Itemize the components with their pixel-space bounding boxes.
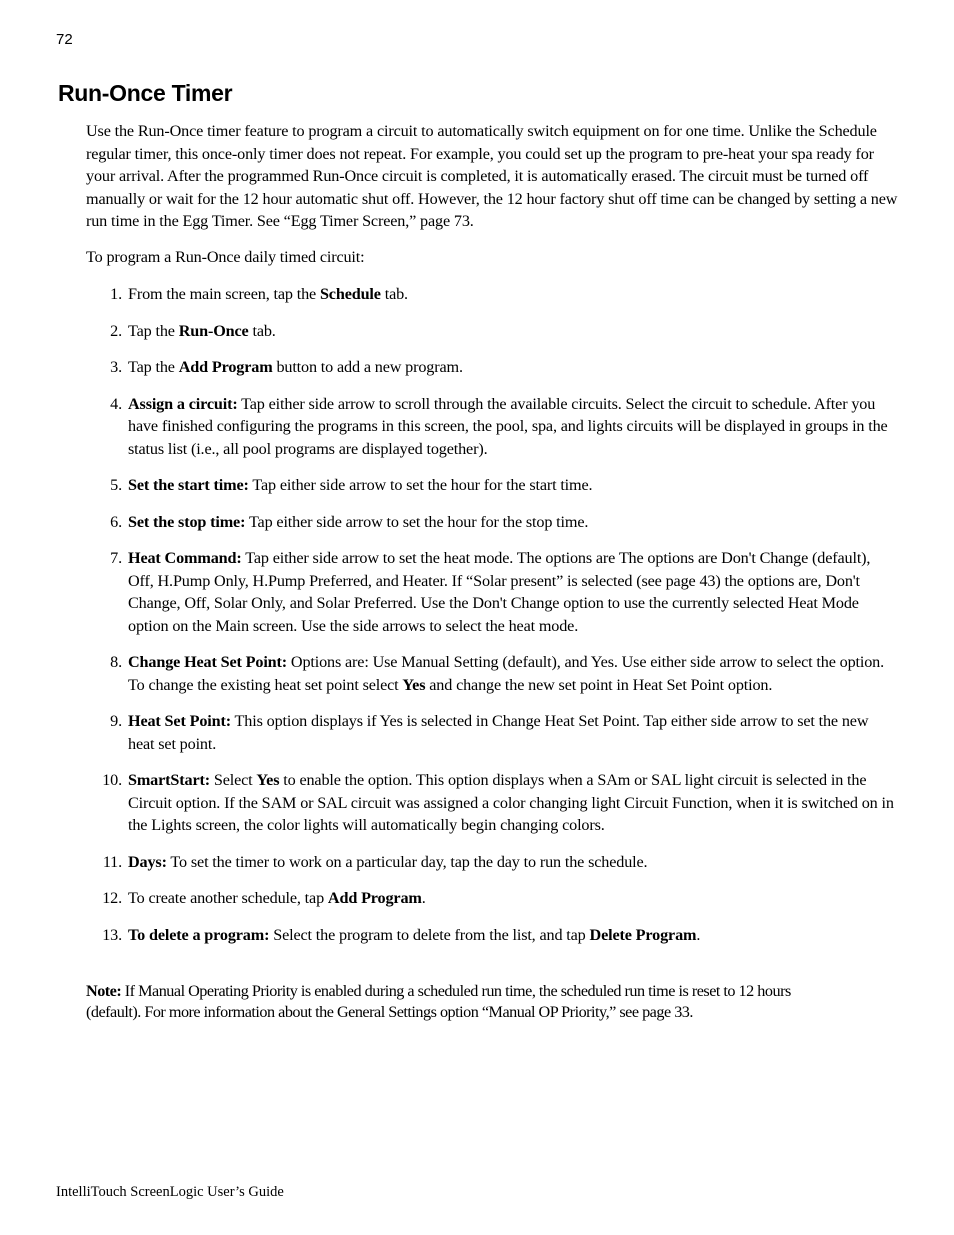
step-bold: Set the start time: [128, 476, 249, 494]
step-text: From the main screen, tap the [128, 285, 320, 303]
step-text: This option displays if Yes is selected in Change Heat Set Point. Tap either side arrow to set the new heat set point. [128, 712, 869, 753]
step-text: Tap either side arrow to set the hour for the start time. [248, 476, 593, 494]
note-label: Note: [86, 982, 122, 1000]
note-text: If Manual Operating Priority is enabled during a scheduled run time, the scheduled run time is reset to 12 hours (default). For more information about the General Settings option “Manual OP Priority,” see page 33. [86, 982, 791, 1021]
step-text: and change the new set point in Heat Set Point option. [425, 675, 773, 694]
list-item [86, 511, 898, 534]
step-text: tab. [248, 321, 276, 340]
step-number: 12. [102, 889, 122, 907]
step-text: Tap either side arrow to set the hour for the stop time. [245, 512, 589, 531]
list-item [86, 320, 898, 343]
step-text: To create another schedule, tap [128, 889, 328, 907]
step-text: Tap either side arrow to set the heat mode. The options are The options are Don't Change (default), Off, H.Pump Only, H.Pump Preferred, and Heater. If “Solar present” is selected (see page 43) the options are, Don't Change, Off, Solar Only, and Solar Preferred. Use the Don't Change option to use the currently selected Heat Mode option on the Main screen. Use the side arrows to select the heat mode. [128, 549, 871, 635]
step-text: . [696, 925, 701, 944]
step-number: 6. [110, 512, 122, 531]
step-number: 4. [110, 394, 122, 413]
page-title: Run-Once Timer [58, 80, 233, 106]
list-item [86, 769, 898, 837]
step-bold: SmartStart: [128, 771, 210, 789]
step-number: 5. [110, 476, 122, 494]
step-number: 2. [110, 321, 122, 340]
page-number: 72 [56, 31, 73, 48]
step-number: 8. [110, 653, 122, 671]
step-bold: Schedule [319, 285, 381, 303]
list-item [86, 474, 898, 497]
step-number: 7. [110, 549, 122, 567]
step-text: Tap the [128, 358, 179, 376]
step-bold: Add Program [178, 358, 273, 376]
step-number: 10. [102, 771, 122, 789]
step-number: 11. [102, 852, 122, 871]
step-number: 13. [102, 925, 122, 944]
list-item [86, 393, 898, 461]
step-bold: Delete Program [589, 925, 697, 944]
step-bold: Run-Once [178, 321, 249, 340]
page-footer: IntelliTouch ScreenLogic User’s Guide [56, 1184, 284, 1200]
step-text: to enable the option. This option displays when a SAm or SAL light circuit is selected in the Circuit option. If the SAM or SAL circuit was assigned a color changing light Circuit Function, when it is switched on in the Lights screen, the color lights will automatically begin changing colors. [128, 771, 894, 834]
list-item [86, 887, 898, 910]
list-item [86, 851, 898, 874]
step-text: Select [209, 771, 257, 789]
step-text: Options are: Use Manual Setting (default), and Yes. Use either side arrow to select the option. To change the existing heat set point select [128, 653, 885, 694]
step-text: To set the timer to work on a particular day, tap the day to run the schedule. [166, 852, 648, 871]
steps-list [86, 283, 898, 960]
step-bold: Heat Command: [128, 549, 242, 567]
step-bold: Add Program [327, 889, 422, 907]
step-bold: Assign a circuit: [128, 394, 238, 413]
step-bold: Yes [256, 771, 280, 789]
lead-paragraph: To program a Run-Once daily timed circuit: [86, 248, 365, 266]
list-item [86, 283, 898, 306]
step-bold: Change Heat Set Point: [128, 653, 288, 671]
step-bold: To delete a program: [128, 925, 270, 944]
step-number: 1. [110, 285, 122, 303]
step-bold: Heat Set Point: [128, 712, 231, 730]
step-text: button to add a new program. [272, 358, 463, 376]
list-item [86, 651, 898, 696]
step-text: Tap the [128, 321, 179, 340]
step-text: Tap either side arrow to scroll through the available circuits. Select the circuit to schedule. After you have finished configuring the programs in this screen, the pool, spa, and lights circuits will be displayed in groups in the status list (i.e., all pool programs are displayed together). [128, 394, 888, 458]
step-text: Select the program to delete from the list, and tap [269, 925, 590, 944]
step-number: 3. [110, 358, 122, 376]
list-item [86, 710, 898, 755]
step-bold: Yes [402, 675, 426, 694]
note-paragraph [86, 981, 836, 1022]
step-text: . [421, 889, 426, 907]
list-item [86, 547, 898, 637]
list-item [86, 356, 898, 379]
step-number: 9. [110, 712, 122, 730]
list-item [86, 924, 898, 947]
step-bold: Days: [128, 852, 167, 871]
step-text: tab. [380, 285, 408, 303]
step-bold: Set the stop time: [128, 512, 246, 531]
intro-paragraph: Use the Run-Once timer feature to program a circuit to automatically switch equipment on for one time. Unlike the Schedule regular timer, this once-only timer does not repeat. For example, you could set up the program to pre-heat your spa ready for your arrival. After the programmed Run-Once circuit is completed, it is automatically erased. The circuit must be turned off manually or wait for the 12 hour automatic shut off. However, the 12 hour factory shut off time can be changed by setting a new run time in the Egg Timer. See “Egg Timer Screen,” page 73. [86, 122, 898, 230]
